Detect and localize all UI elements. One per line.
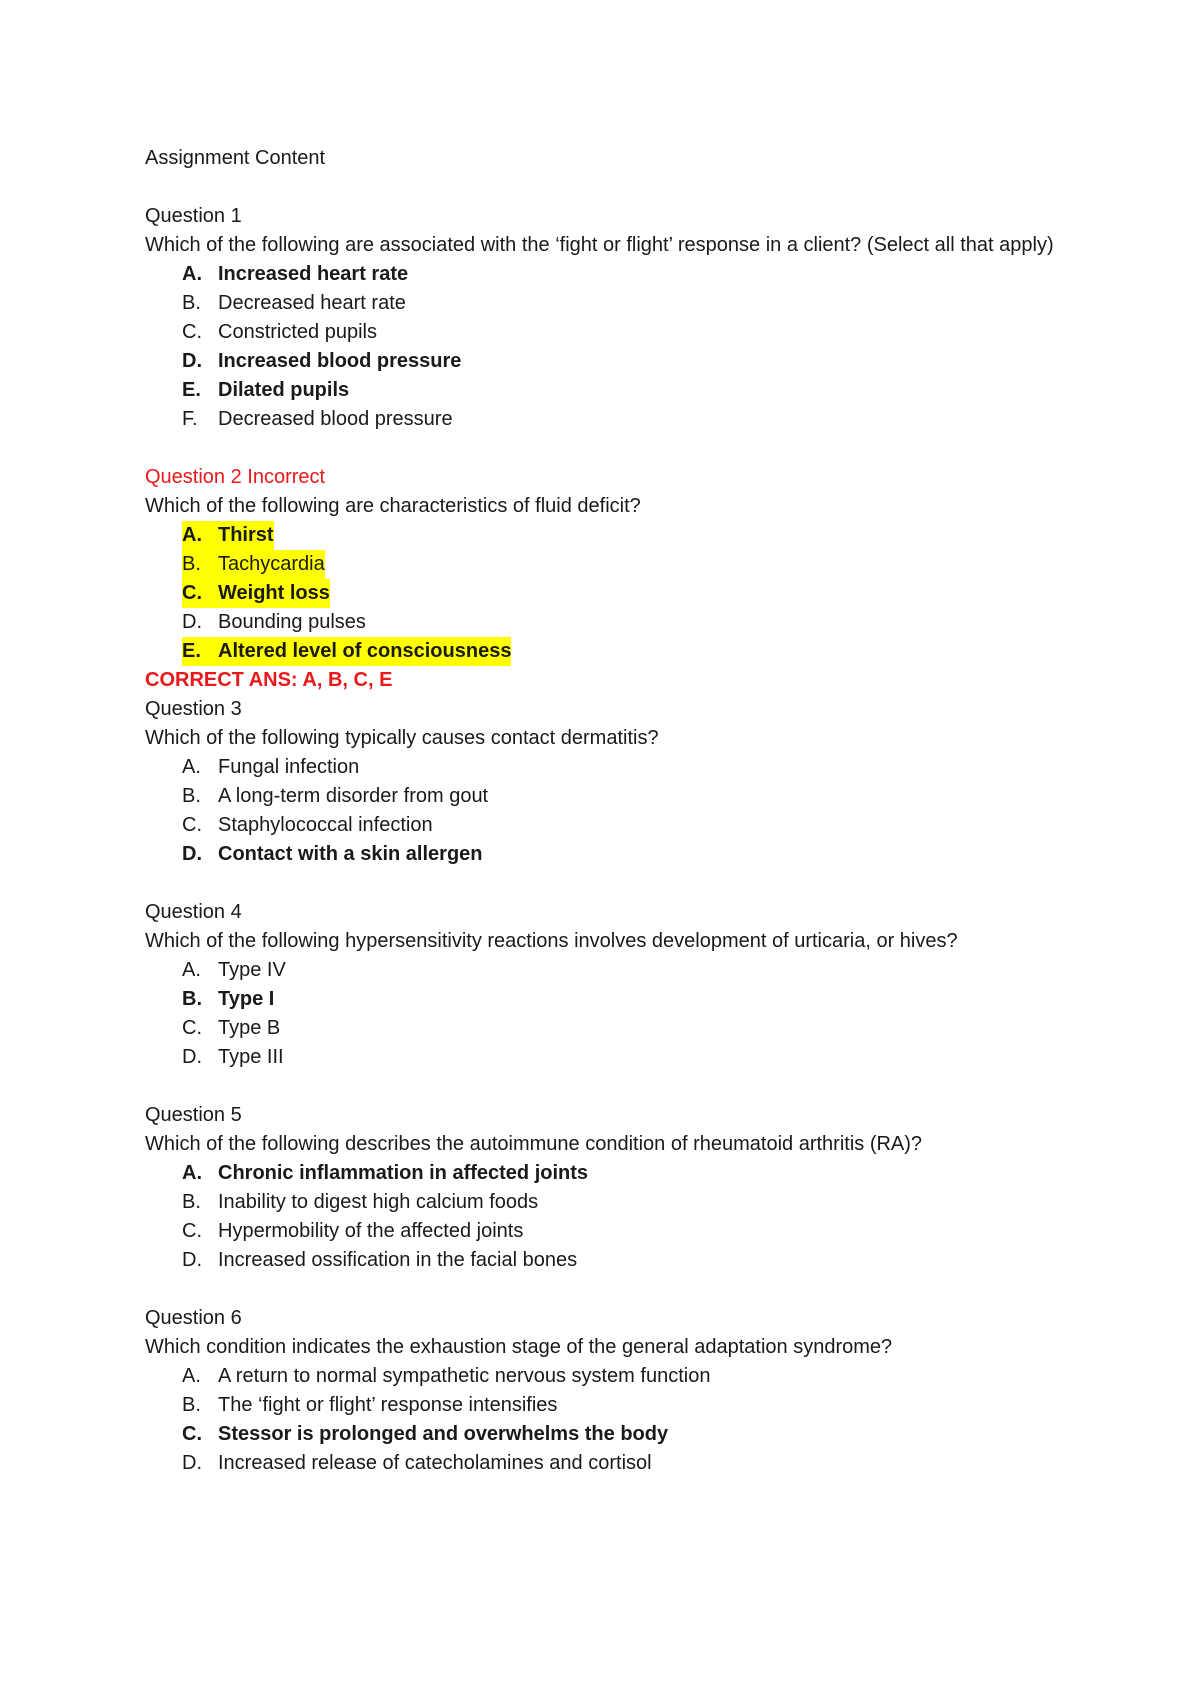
document-heading: Assignment Content [145, 147, 326, 169]
option-c: C. Type B [182, 1017, 281, 1039]
option-a: A. Increased heart rate [182, 263, 409, 285]
question-title: Question 6 [145, 1307, 242, 1329]
document-page [145, 144, 1065, 1507]
question-title: Question 5 [145, 1104, 242, 1126]
option-a: A. Type IV [182, 959, 286, 981]
option-c: C. Weight loss [145, 579, 1065, 608]
option-list [145, 753, 1065, 869]
option-d: D. Increased blood pressure [182, 350, 462, 372]
option-list [145, 1159, 1065, 1275]
question-title: Question 3 [145, 698, 242, 720]
option-a: A. Fungal infection [182, 756, 360, 778]
option-d: D. Type III [182, 1046, 284, 1068]
option-e: E. Dilated pupils [182, 379, 350, 401]
option-a: A. A return to normal sympathetic nervous system function [182, 1365, 711, 1387]
correct-answer-note: CORRECT ANS: A, B, C, E [145, 669, 393, 691]
question-1 [145, 202, 1065, 434]
question-title: Question 1 [145, 205, 242, 227]
option-d: D. Contact with a skin allergen [182, 843, 483, 865]
option-c: C. Staphylococcal infection [182, 814, 433, 836]
option-b: B. Decreased heart rate [182, 292, 406, 314]
question-text: Which of the following are associated with the ‘fight or flight’ response in a client? (Select all that apply) [145, 234, 1054, 256]
option-d: D. Increased ossification in the facial bones [182, 1249, 578, 1271]
option-e: E. Altered level of consciousness [145, 637, 1065, 666]
question-4 [145, 898, 1065, 1072]
question-2 [145, 463, 1065, 695]
option-b: B. Inability to digest high calcium foods [182, 1191, 539, 1213]
question-3 [145, 695, 1065, 869]
option-list [145, 1362, 1065, 1478]
option-b: B. Type I [182, 988, 275, 1010]
question-text: Which of the following hypersensitivity reactions involves development of urticaria, or hives? [145, 930, 958, 952]
question-text: Which of the following describes the autoimmune condition of rheumatoid arthritis (RA)? [145, 1133, 923, 1155]
question-text: Which of the following are characteristics of fluid deficit? [145, 495, 641, 517]
option-list [145, 260, 1065, 434]
option-b: B. The ‘fight or flight’ response intensifies [182, 1394, 558, 1416]
option-c: C. Hypermobility of the affected joints [182, 1220, 524, 1242]
question-title-incorrect: Question 2 Incorrect [145, 466, 326, 488]
option-list [145, 956, 1065, 1072]
question-text: Which condition indicates the exhaustion stage of the general adaptation syndrome? [145, 1336, 893, 1358]
question-title: Question 4 [145, 901, 242, 923]
option-d: D. Increased release of catecholamines and cortisol [182, 1452, 652, 1474]
option-a: A. Thirst [145, 521, 1065, 550]
option-f: F. Decreased blood pressure [182, 408, 453, 430]
option-c: C. Stessor is prolonged and overwhelms the body [182, 1423, 669, 1445]
option-b: B. Tachycardia [145, 550, 1065, 579]
option-c: C. Constricted pupils [182, 321, 377, 343]
option-a: A. Chronic inflammation in affected joints [182, 1162, 589, 1184]
question-text: Which of the following typically causes contact dermatitis? [145, 727, 659, 749]
option-b: B. A long-term disorder from gout [182, 785, 489, 807]
option-d: D. Bounding pulses [182, 611, 366, 633]
question-6 [145, 1304, 1065, 1478]
question-5 [145, 1101, 1065, 1275]
option-list [145, 521, 1065, 666]
